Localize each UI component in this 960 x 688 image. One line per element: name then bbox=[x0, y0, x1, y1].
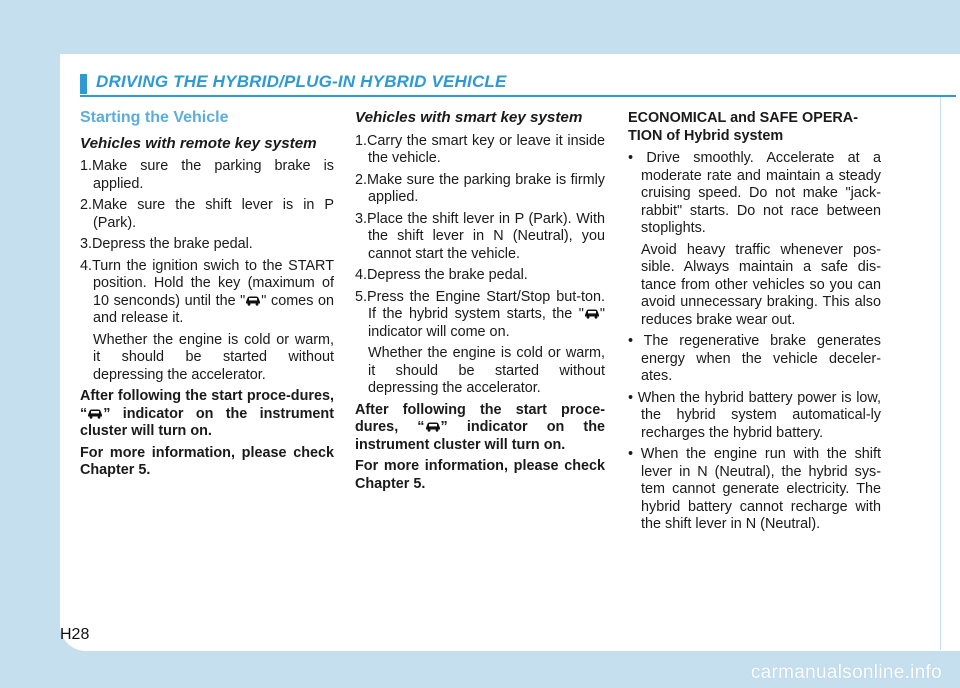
remote-after-text-a: After following the start proce-dures, “ bbox=[80, 388, 334, 422]
page-number: H28 bbox=[60, 626, 90, 643]
smart-key-subtitle: Vehicles with smart key system bbox=[355, 109, 583, 126]
chapter-title: DRIVING THE HYBRID/PLUG-IN HYBRID VEHICLE bbox=[96, 72, 507, 91]
section-title: Starting the Vehicle bbox=[80, 109, 229, 126]
car-ready-icon bbox=[245, 295, 261, 306]
remote-after-text-b: ” indicator on the instrument cluster will turn on. bbox=[80, 405, 334, 439]
car-ready-icon bbox=[425, 421, 441, 432]
bullet-drive-smoothly: • Drive smoothly. Accelerate at a moderate rate and maintain a steady cruising speed. Do not make "jack-rabbit" starts. Do not race between stoplights. bbox=[628, 150, 881, 236]
remote-step-4-note: Whether the engine is cold or warm, it should be started without depressing the accelerator. bbox=[93, 331, 334, 383]
remote-after-note bbox=[80, 388, 334, 441]
smart-step-1: 1.Carry the smart key or leave it inside the vehicle. bbox=[355, 132, 605, 166]
economical-heading: ECONOMICAL and SAFE OPERA-TION of Hybrid system bbox=[628, 110, 858, 144]
remote-step-4-text-b: " comes on and release it. bbox=[93, 292, 334, 326]
header-accent-bar bbox=[80, 74, 87, 94]
header-rule bbox=[80, 95, 956, 97]
smart-step-5-note: Whether the engine is cold or warm, it should be started without depressing the accelerator. bbox=[368, 345, 605, 396]
bullet-battery-recharge: • When the hybrid battery power is low, the hybrid system automatical-ly recharges the hybrid battery. bbox=[628, 389, 881, 441]
remote-more-info: For more information, please check Chapter 5. bbox=[80, 444, 334, 478]
smart-step-4: 4.Depress the brake pedal. bbox=[355, 267, 528, 283]
column-remote-key bbox=[80, 106, 334, 484]
smart-step-5-text-a: 5.Press the Engine Start/Stop but-ton. If the hybrid system starts, the " bbox=[355, 288, 605, 322]
remote-step-1: 1.Make sure the parking brake is applied. bbox=[80, 158, 334, 192]
car-ready-icon bbox=[87, 408, 103, 419]
bullet-regenerative-brake: • The regenerative brake generates energy when the vehicle deceler-ates. bbox=[628, 333, 881, 384]
watermark: carmanualsonline.info bbox=[750, 662, 942, 683]
remote-key-subtitle: Vehicles with remote key system bbox=[80, 134, 317, 152]
smart-more-info: For more information, please check Chapter 5. bbox=[355, 458, 605, 492]
bullet-neutral-warning: • When the engine run with the shift lever in N (Neutral), the hybrid sys-tem cannot generate electricity. The hybrid battery cannot recharge with the shift lever in N (Neutral). bbox=[628, 446, 881, 532]
page-edge-line bbox=[940, 97, 941, 650]
car-ready-icon bbox=[584, 308, 600, 319]
smart-step-3: 3.Place the shift lever in P (Park). With the shift lever in N (Neutral), you cannot start the vehicle. bbox=[355, 210, 605, 262]
smart-step-2: 2.Make sure the parking brake is firmly applied. bbox=[355, 171, 605, 205]
smart-after-text-a: After following the start proce-dures, “ bbox=[355, 401, 605, 435]
column-economical-operation bbox=[628, 106, 881, 538]
bullet-drive-smoothly-cont: Avoid heavy traffic whenever pos-sible. Always maintain a safe dis-tance from other vehicles so you can avoid unnecessary braking. This also reduces brake wear out. bbox=[641, 241, 881, 328]
remote-step-4 bbox=[80, 258, 334, 328]
smart-step-5-text-b: " indicator will come on. bbox=[368, 306, 605, 340]
remote-step-2: 2.Make sure the shift lever is in P (Park). bbox=[80, 197, 334, 231]
column-smart-key bbox=[355, 106, 605, 497]
smart-step-5 bbox=[355, 289, 605, 342]
smart-after-text-b: ” indicator on the instrument cluster will turn on. bbox=[355, 419, 606, 453]
remote-step-3: 3.Depress the brake pedal. bbox=[80, 236, 253, 252]
smart-after-note bbox=[355, 402, 605, 455]
remote-step-4-text-a: 4.Turn the ignition swich to the START position. Hold the key (maximum of 10 senconds) until the " bbox=[80, 257, 334, 309]
